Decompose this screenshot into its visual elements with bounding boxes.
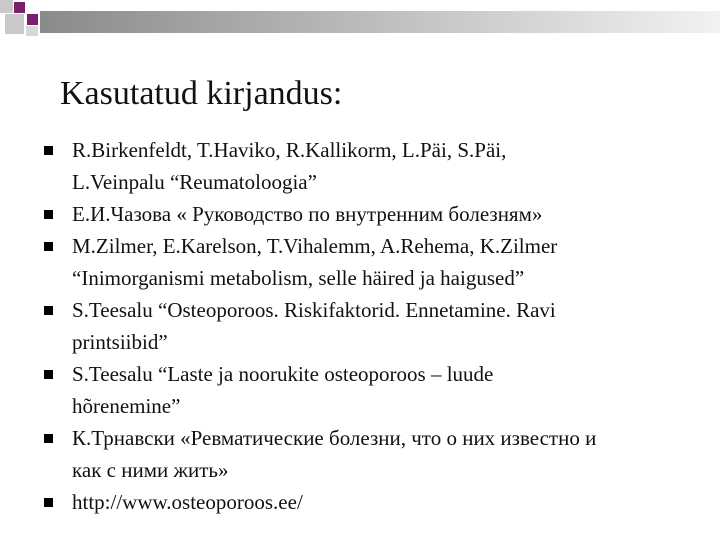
reference-text-line: S.Teesalu “Osteoporoos. Riskifaktorid. Ennetamine. Ravi bbox=[72, 298, 556, 322]
square-bullet-icon bbox=[44, 434, 53, 443]
header-square-gray-1 bbox=[0, 0, 13, 13]
reference-item bbox=[0, 422, 720, 486]
header-square-gray-2 bbox=[5, 14, 24, 34]
header-gradient-bar bbox=[40, 11, 720, 33]
header-square-purple-2 bbox=[27, 14, 38, 25]
header-square-gray-3 bbox=[26, 26, 38, 36]
square-bullet-icon bbox=[44, 498, 53, 507]
reference-text-line: printsiibid” bbox=[72, 330, 168, 354]
reference-item bbox=[0, 294, 720, 358]
reference-item bbox=[0, 230, 720, 294]
square-bullet-icon bbox=[44, 146, 53, 155]
reference-text-line: S.Teesalu “Laste ja noorukite osteoporoos – luude bbox=[72, 362, 494, 386]
reference-text-line: L.Veinpalu “Reumatoloogia” bbox=[72, 170, 317, 194]
reference-item bbox=[0, 358, 720, 422]
reference-text-line: M.Zilmer, E.Karelson, T.Vihalemm, A.Rehema, K.Zilmer bbox=[72, 234, 558, 258]
square-bullet-icon bbox=[44, 306, 53, 315]
reference-text-line: К.Трнавски «Ревматические болезни, что о них известно и bbox=[72, 426, 597, 450]
reference-item bbox=[0, 134, 720, 198]
reference-text-line: Е.И.Чазова « Руководство по внутренним болезням» bbox=[72, 202, 543, 226]
reference-text-line: “Inimorganismi metabolism, selle häired ja haigused” bbox=[72, 266, 525, 290]
header-decoration bbox=[0, 0, 720, 40]
reference-list bbox=[0, 134, 720, 518]
slide-title: Kasutatud kirjandus: bbox=[60, 75, 343, 112]
square-bullet-icon bbox=[44, 210, 53, 219]
square-bullet-icon bbox=[44, 242, 53, 251]
reference-text-line: R.Birkenfeldt, T.Haviko, R.Kallikorm, L.Päi, S.Päi, bbox=[72, 138, 507, 162]
reference-link[interactable]: http://www.osteoporoos.ee/ bbox=[72, 490, 303, 514]
reference-item bbox=[0, 198, 720, 230]
reference-item bbox=[0, 486, 720, 518]
reference-text-line: как с ними жить» bbox=[72, 458, 229, 482]
square-bullet-icon bbox=[44, 370, 53, 379]
reference-text-line: hõrenemine” bbox=[72, 394, 181, 418]
header-square-purple-1 bbox=[14, 2, 25, 13]
